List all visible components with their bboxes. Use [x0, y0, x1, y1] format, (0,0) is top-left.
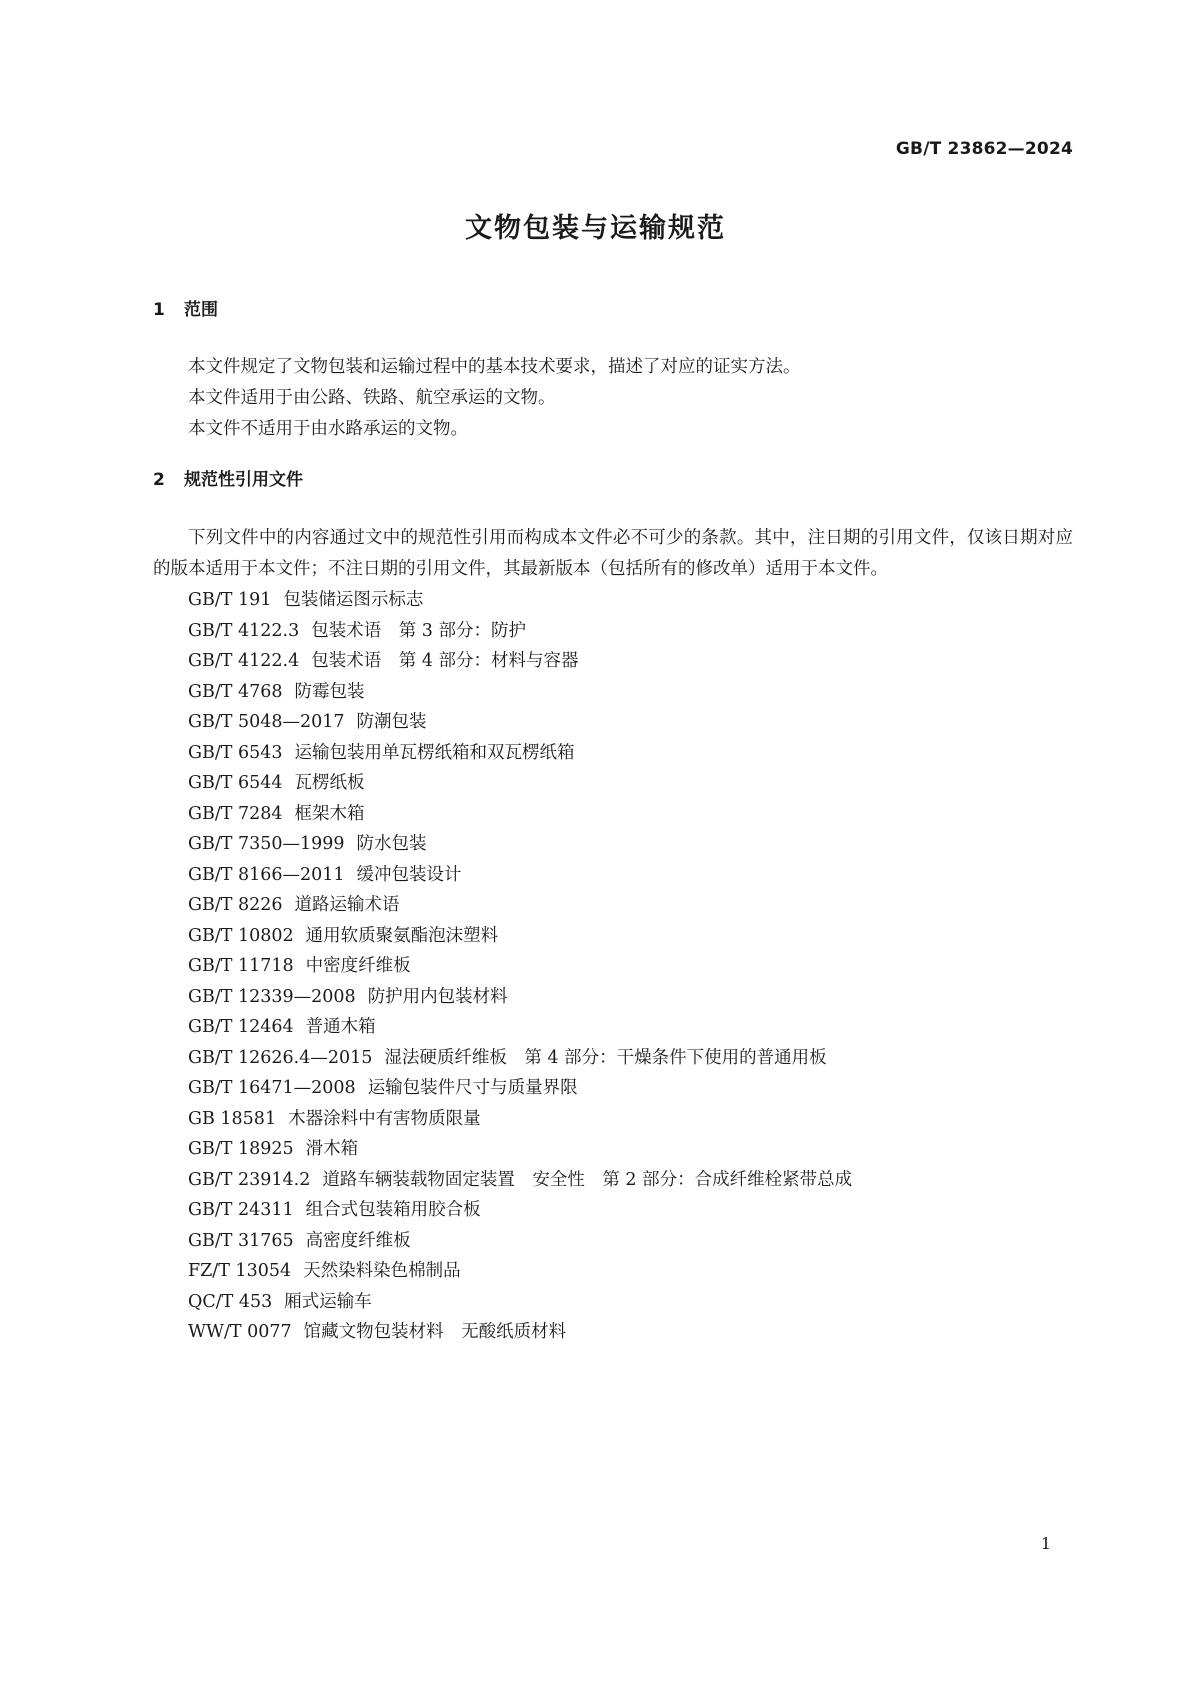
reference-title: 湿法硬质纤维板 第 4 部分：干燥条件下使用的普通用板 — [384, 1047, 827, 1068]
reference-item — [153, 1104, 1073, 1135]
reference-title: 滑木箱 — [305, 1139, 359, 1159]
reference-item — [153, 1287, 1073, 1318]
reference-title: 通用软质聚氨酯泡沫塑料 — [305, 925, 499, 946]
reference-item — [153, 677, 1073, 708]
reference-code: GB/T 4768 — [188, 681, 283, 702]
paragraph: 本文件不适用于由水路承运的文物。 — [188, 419, 468, 439]
reference-item — [153, 1165, 1073, 1196]
reference-item — [153, 738, 1073, 769]
reference-title: 框架木箱 — [294, 803, 365, 824]
section-title: 规范性引用文件 — [184, 470, 303, 490]
intro-paragraph: 下列文件中的内容通过文中的规范性引用而构成本文件必不可少的条款。其中，注日期的引用文件，仅该日期对应的版本适用于本文件；不注日期的引用文件，其最新版本（包括所有的修改单）适用于本文件。 — [153, 528, 1073, 579]
reference-item — [153, 1073, 1073, 1104]
reference-code: GB/T 23914.2 — [188, 1169, 311, 1190]
reference-code: GB/T 4122.4 — [188, 651, 300, 671]
reference-code: GB/T 6544 — [188, 773, 283, 793]
reference-title: 道路车辆装载物固定装置 安全性 第 2 部分：合成纤维栓紧带总成 — [322, 1169, 853, 1190]
reference-code: GB 18581 — [188, 1108, 277, 1129]
reference-title: 包装储运图示标志 — [283, 590, 424, 610]
reference-item — [153, 829, 1073, 860]
reference-item — [153, 768, 1073, 799]
reference-item — [153, 1043, 1073, 1074]
reference-item — [153, 799, 1073, 830]
reference-title: 运输包装件尺寸与质量界限 — [367, 1078, 578, 1098]
reference-code: GB/T 16471—2008 — [188, 1078, 356, 1098]
reference-code: GB/T 7284 — [188, 803, 283, 824]
paragraph: 本文件适用于由公路、铁路、航空承运的文物。 — [188, 388, 556, 408]
reference-code: GB/T 7350—1999 — [188, 834, 345, 854]
reference-item — [153, 616, 1073, 647]
reference-item — [153, 1195, 1073, 1226]
reference-item — [153, 951, 1073, 982]
reference-title: 高密度纤维板 — [305, 1230, 411, 1251]
reference-code: GB/T 18925 — [188, 1139, 294, 1159]
standard-number: GB/T 23862—2024 — [895, 139, 1073, 159]
reference-title: 天然染料染色棉制品 — [303, 1261, 461, 1281]
page-number: 1 — [1040, 1534, 1051, 1553]
section-normative-references — [153, 468, 1073, 492]
reference-item — [153, 1226, 1073, 1257]
reference-title: 防霉包装 — [294, 681, 365, 702]
reference-title: 运输包装用单瓦楞纸箱和双瓦楞纸箱 — [294, 742, 575, 763]
reference-code: FZ/T 13054 — [188, 1261, 292, 1281]
reference-code: GB/T 8166—2011 — [188, 864, 345, 885]
section-number: 1 — [153, 300, 165, 320]
reference-title: 木器涂料中有害物质限量 — [288, 1108, 481, 1129]
reference-item — [153, 585, 1073, 616]
reference-code: GB/T 8226 — [188, 895, 283, 915]
reference-item — [153, 1134, 1073, 1165]
reference-code: GB/T 12626.4—2015 — [188, 1047, 373, 1068]
reference-code: QC/T 453 — [188, 1291, 273, 1312]
reference-code: GB/T 12339—2008 — [188, 986, 356, 1007]
reference-title: 包装术语 第 4 部分：材料与容器 — [311, 651, 579, 671]
paragraph: 本文件规定了文物包装和运输过程中的基本技术要求，描述了对应的证实方法。 — [188, 357, 801, 377]
reference-item — [153, 646, 1073, 677]
section-heading — [153, 468, 1073, 492]
section-number: 2 — [153, 470, 165, 490]
reference-code: GB/T 24311 — [188, 1200, 294, 1220]
reference-title: 缓冲包装设计 — [356, 864, 462, 885]
reference-title: 馆藏文物包装材料 无酸纸质材料 — [303, 1322, 567, 1342]
reference-code: GB/T 5048—2017 — [188, 712, 345, 732]
reference-title: 防护用内包装材料 — [367, 986, 508, 1007]
reference-title: 普通木箱 — [305, 1017, 376, 1037]
document-title: 文物包装与运输规范 — [465, 213, 726, 244]
section-normative-references-body — [153, 523, 1073, 1348]
reference-code: GB/T 4122.3 — [188, 620, 300, 641]
reference-title: 防潮包装 — [356, 712, 427, 732]
reference-code: GB/T 11718 — [188, 956, 294, 976]
reference-code: GB/T 6543 — [188, 742, 283, 763]
section-title: 范围 — [184, 300, 218, 320]
reference-item — [153, 982, 1073, 1013]
section-scope — [153, 298, 1073, 322]
reference-title: 中密度纤维板 — [305, 956, 411, 976]
reference-code: GB/T 191 — [188, 590, 272, 610]
reference-title: 厢式运输车 — [284, 1291, 372, 1312]
reference-code: WW/T 0077 — [188, 1322, 292, 1342]
reference-item — [153, 1256, 1073, 1287]
reference-title: 组合式包装箱用胶合板 — [305, 1200, 481, 1220]
reference-title: 瓦楞纸板 — [294, 773, 365, 793]
reference-item — [153, 921, 1073, 952]
reference-code: GB/T 31765 — [188, 1230, 294, 1251]
reference-item — [153, 1012, 1073, 1043]
reference-item — [153, 1317, 1073, 1348]
reference-title: 道路运输术语 — [294, 895, 400, 915]
reference-code: GB/T 12464 — [188, 1017, 294, 1037]
reference-item — [153, 707, 1073, 738]
reference-title: 防水包装 — [356, 834, 427, 854]
reference-list — [153, 585, 1073, 1348]
reference-code: GB/T 10802 — [188, 925, 294, 946]
reference-item — [153, 860, 1073, 891]
reference-title: 包装术语 第 3 部分：防护 — [311, 620, 526, 641]
section-heading — [153, 298, 1073, 322]
reference-item — [153, 890, 1073, 921]
section-scope-body — [153, 352, 1073, 445]
